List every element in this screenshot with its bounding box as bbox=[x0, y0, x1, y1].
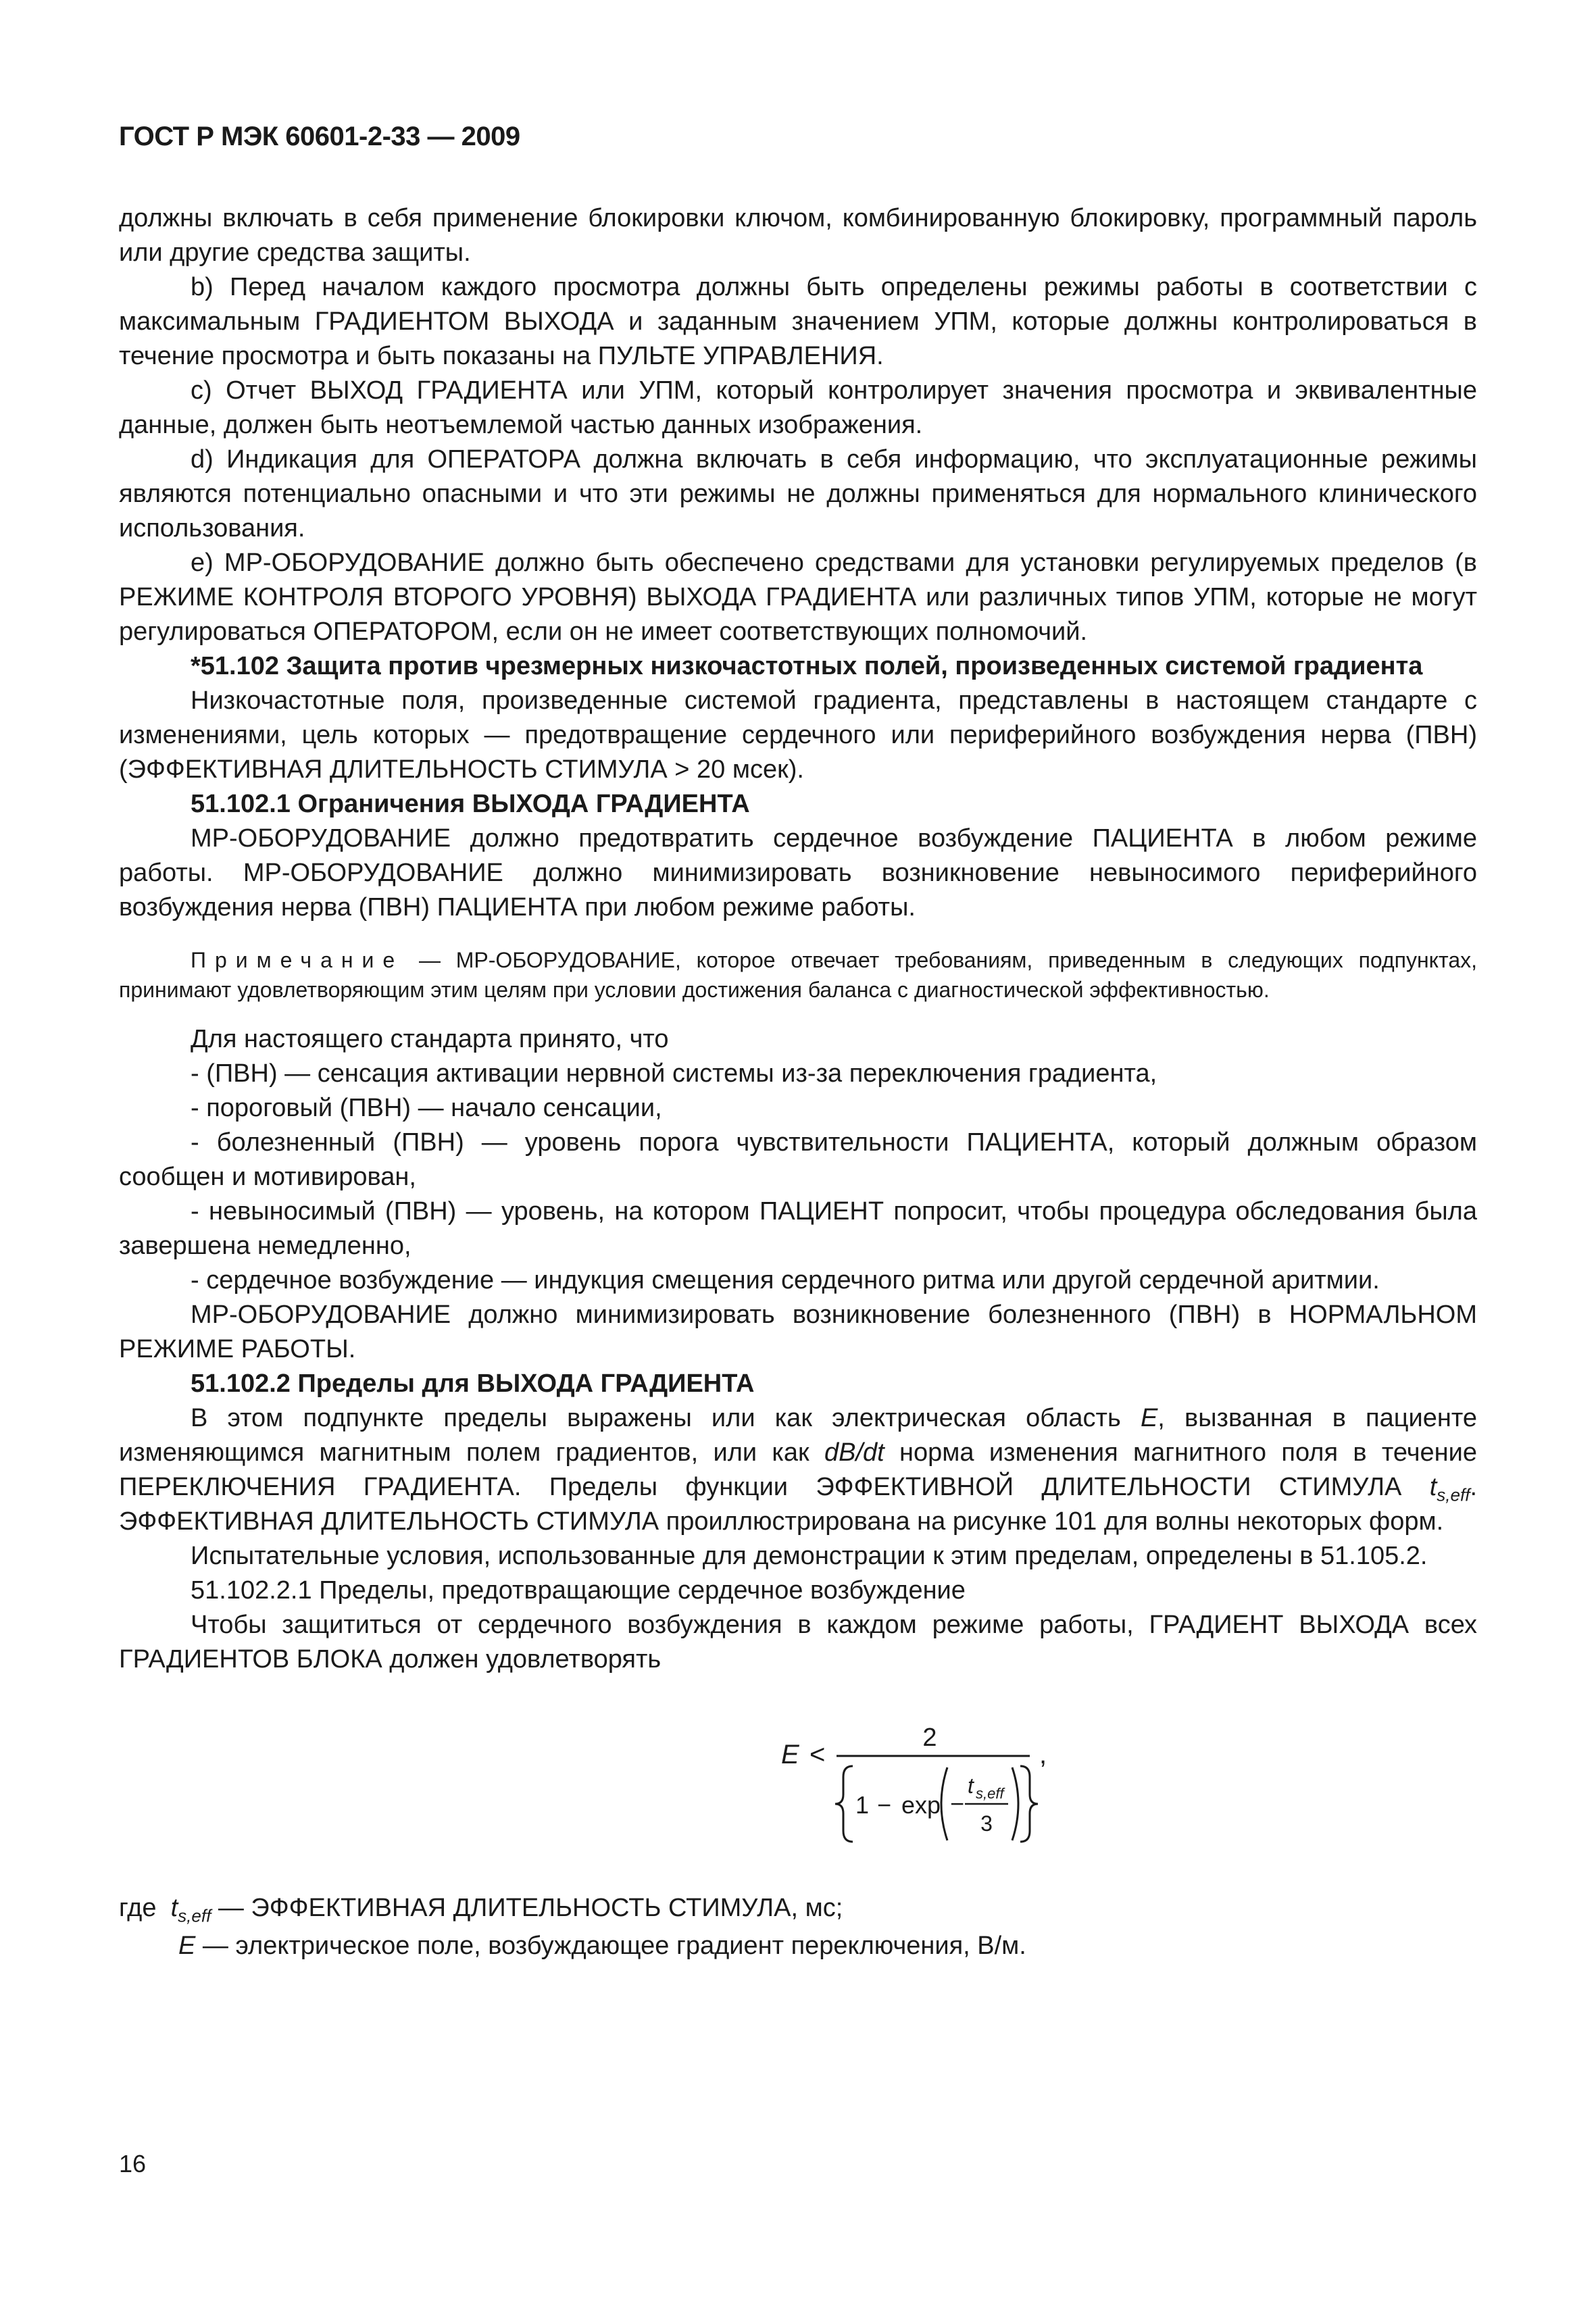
paragraph-d: d) Индикация для ОПЕРАТОРА должна включать в себя информацию, что эксплуатационные режимы являются потенциально опасными и что эти режимы не должны применяться для нормального клинического использования. bbox=[119, 445, 1477, 543]
formula-exp: exp bbox=[901, 1791, 941, 1819]
formula-operator: < bbox=[809, 1740, 826, 1769]
section-heading-51-102-2: 51.102.2 Пределы для ВЫХОДА ГРАДИЕНТА bbox=[191, 1369, 755, 1398]
definitions-intro: Для настоящего стандарта принято, что bbox=[191, 1025, 669, 1053]
page-number: 16 bbox=[119, 2150, 147, 2178]
paragraph-continuation: должны включать в себя применение блокировки ключом, комбинированную блокировку, программный пароль или другие средства защиты. bbox=[119, 204, 1477, 267]
paragraph-51-102: Низкочастотные поля, произведенные системой градиента, представлены в настоящем стандарте с изменениями, цель которых — предотвращение сердечного или периферийного возбуждения нерва (ПВН) (ЭФФЕКТИВНАЯ ДЛИТЕЛЬНОСТЬ СТИМУЛА > 20 мсек). bbox=[119, 686, 1477, 784]
formula-minus: − bbox=[877, 1791, 892, 1819]
note-text: — МР-ОБОРУДОВАНИЕ, которое отвечает требованиям, приведенным в следующих подпунктах, принимают удовлетворяющим этим целям при условии достижения баланса с диагностической эффективностью. bbox=[119, 948, 1477, 1002]
where-row-E: E — электрическое поле, возбуждающее градиент переключения, В/м. bbox=[178, 1932, 1026, 1960]
definition-item: - пороговый (ПВН) — начало сенсации, bbox=[191, 1094, 662, 1122]
paragraph-c: c) Отчет ВЫХОД ГРАДИЕНТА или УПМ, который контролирует значения просмотра и эквивалентные данные, должен быть неотъемлемой частью данных изображения. bbox=[119, 376, 1477, 439]
formula-inner-minus: − bbox=[950, 1790, 965, 1817]
formula-right-brace bbox=[1020, 1766, 1038, 1842]
definition-item: - сердечное возбуждение — индукция смещения сердечного ритма или другой сердечной аритмии. bbox=[191, 1266, 1380, 1294]
formula-right-paren bbox=[1012, 1767, 1018, 1840]
paragraph-e: e) МР-ОБОРУДОВАНИЕ должно быть обеспечено средствами для установки регулируемых пределов (в РЕЖИМЕ КОНТРОЛЯ ВТОРОГО УРОВНЯ) ВЫХОДА ГРАДИЕНТА или различных типов УПМ, которые не могут регулироваться ОПЕРАТОРОМ, если он не имеет соответствующих полномочий. bbox=[119, 549, 1477, 646]
document-body bbox=[119, 201, 1477, 1965]
subsection-heading-51-102-2-1: 51.102.2.1 Пределы, предотвращающие сердечное возбуждение bbox=[191, 1576, 966, 1605]
definition-item: - невыносимый (ПВН) — уровень, на котором ПАЦИЕНТ попросит, чтобы процедура обследования была завершена немедленно, bbox=[119, 1197, 1477, 1260]
formula-left-paren bbox=[941, 1767, 947, 1840]
definition-item: - болезненный (ПВН) — уровень порога чувствительности ПАЦИЕНТА, который должным образом сообщен и мотивирован, bbox=[119, 1128, 1477, 1191]
formula-inner-denominator: 3 bbox=[980, 1811, 993, 1836]
formula-inner-t: t bbox=[968, 1774, 974, 1798]
section-heading-51-102-1: 51.102.1 Ограничения ВЫХОДА ГРАДИЕНТА bbox=[191, 790, 750, 818]
formula-comma: , bbox=[1039, 1740, 1047, 1769]
paragraph-minimize: МР-ОБОРУДОВАНИЕ должно минимизировать возникновение болезненного (ПВН) в НОРМАЛЬНОМ РЕЖИМЕ РАБОТЫ. bbox=[119, 1301, 1477, 1363]
note-label: Примечание bbox=[191, 948, 404, 972]
paragraph-b: b) Перед началом каждого просмотра должны быть определены режимы работы в соответствии с максимальным ГРАДИЕНТОМ ВЫХОДА и заданным значением УПМ, которые должны контролироваться в течение просмотра и быть показаны на ПУЛЬТЕ УПРАВЛЕНИЯ. bbox=[119, 273, 1477, 370]
paragraph-test-conditions: Испытательные условия, использованные для демонстрации к этим пределам, определены в 51.105.2. bbox=[191, 1542, 1428, 1570]
definition-item: - (ПВН) — сенсация активации нервной системы из-за переключения градиента, bbox=[191, 1059, 1157, 1088]
paragraph-51-102-1: МР-ОБОРУДОВАНИЕ должно предотвратить сердечное возбуждение ПАЦИЕНТА в любом режиме работы. МР-ОБОРУДОВАНИЕ должно минимизировать возникновение невыносимого периферийного возбуждения нерва (ПВН) ПАЦИЕНТА при любом режиме работы. bbox=[119, 824, 1477, 922]
formula bbox=[119, 1693, 1477, 1862]
note bbox=[119, 945, 1477, 1005]
formula-left-brace bbox=[835, 1766, 853, 1842]
where-row-t: где $t_{s,eff}$ — ЭФФЕКТИВНАЯ ДЛИТЕЛЬНОСТЬ СТИМУЛА, мс; bbox=[119, 1894, 843, 1926]
formula-lhs: E bbox=[781, 1740, 799, 1769]
paragraph-protect: Чтобы защититься от сердечного возбуждения в каждом режиме работы, ГРАДИЕНТ ВЫХОДА всех ГРАДИЕНТОВ БЛОКА должен удовлетворять bbox=[119, 1611, 1477, 1674]
formula-svg bbox=[761, 1693, 1099, 1862]
formula-inner-t-sub: s,eff bbox=[976, 1785, 1004, 1802]
document-header: ГОСТ Р МЭК 60601-2-33 — 2009 bbox=[119, 122, 520, 151]
formula-numerator: 2 bbox=[922, 1724, 937, 1752]
paragraph-51-102-2: В этом подпункте пределы выражены или как электрическая область E, вызванная в пациенте изменяющимся магнитным полем градиентов, или как dB/dt норма изменения магнитного поля в течение ПЕРЕКЛЮЧЕНИЯ ГРАДИЕНТА. Пределы функции ЭФФЕКТИВНОЙ ДЛИТЕЛЬНОСТИ СТИМУЛА $t_{s,eff}$. ЭФФЕКТИВНАЯ ДЛИТЕЛЬНОСТЬ СТИМУЛА проиллюстрирована на рисунке 101 для волны некоторых форм. bbox=[119, 1404, 1477, 1536]
section-heading-51-102: *51.102 Защита против чрезмерных низкочастотных полей, произведенных системой градиента bbox=[191, 652, 1423, 680]
formula-one: 1 bbox=[855, 1791, 870, 1819]
where-block bbox=[119, 1889, 1477, 1965]
